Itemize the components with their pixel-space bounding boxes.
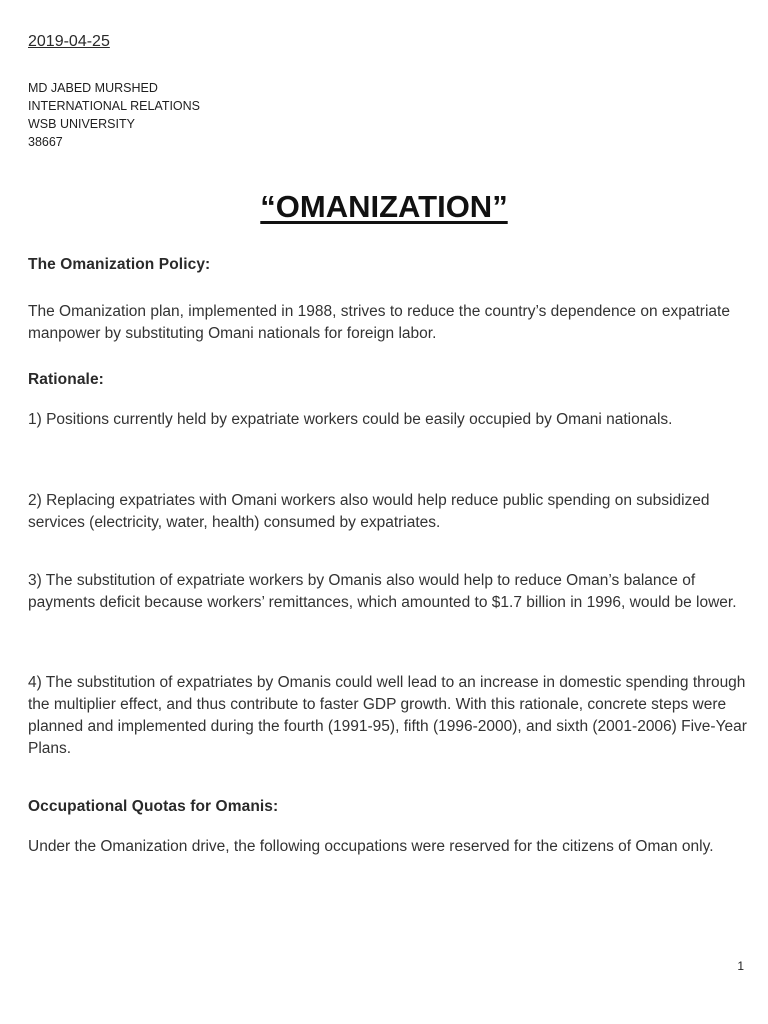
author-department: INTERNATIONAL RELATIONS <box>28 99 201 113</box>
rationale-item-1: 1) Positions currently held by expatriate workers could be easily occupied by Omani nationals. <box>28 411 673 428</box>
quotas-heading: Occupational Quotas for Omanis: <box>28 798 279 815</box>
author-university: WSB UNIVERSITY <box>28 117 135 131</box>
author-block <box>28 79 200 151</box>
document-date: 2019-04-25 <box>28 33 110 50</box>
rationale-heading: Rationale: <box>28 371 104 388</box>
document-title-text: “OMANIZATION” <box>260 189 508 224</box>
document-title <box>0 189 768 225</box>
rationale-item-3: 3) The substitution of expatriate workers by Omanis also would help to reduce Oman’s balance of payments deficit because workers’ remittances, which amounted to $1.7 billion in 1996, would be lower. <box>28 572 737 611</box>
quotas-paragraph: Under the Omanization drive, the following occupations were reserved for the citizens of Oman only. <box>28 838 714 855</box>
rationale-item-2: 2) Replacing expatriates with Omani workers also would help reduce public spending on subsidized services (electricity, water, health) consumed by expatriates. <box>28 492 710 531</box>
policy-heading: The Omanization Policy: <box>28 256 211 273</box>
policy-paragraph: The Omanization plan, implemented in 1988, strives to reduce the country’s dependence on expatriate manpower by substituting Omani nationals for foreign labor. <box>28 303 730 342</box>
author-student-id: 38667 <box>28 135 63 149</box>
page-number: 1 <box>737 959 744 973</box>
rationale-item-4: 4) The substitution of expatriates by Omanis could well lead to an increase in domestic spending through the multiplier effect, and thus contribute to faster GDP growth. With this rationale, concrete steps were planned and implemented during the fourth (1991-95), fifth (1996-2000), and sixth (2001-2006) Five-Year Plans. <box>28 674 747 757</box>
author-name: MD JABED MURSHED <box>28 81 158 95</box>
